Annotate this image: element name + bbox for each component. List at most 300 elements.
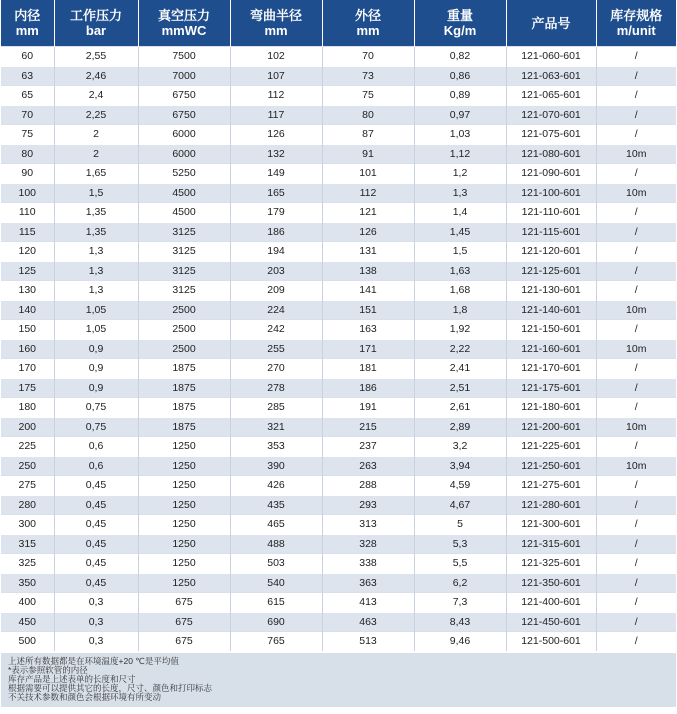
cell-product-number: 121-300-601 [506,515,596,535]
cell-working-pressure: 0,45 [54,476,138,496]
cell-stock-spec: / [596,105,676,125]
cell-stock-spec: / [596,378,676,398]
cell-vacuum-pressure: 3125 [138,281,230,301]
cell-weight: 5 [414,515,506,535]
cell-vacuum-pressure: 1875 [138,417,230,437]
table-row [1,164,676,184]
cell-vacuum-pressure: 1875 [138,398,230,418]
table-row [1,105,676,125]
cell-vacuum-pressure: 675 [138,632,230,651]
cell-bend-radius: 132 [230,144,322,164]
cell-working-pressure: 0,75 [54,417,138,437]
cell-product-number: 121-315-601 [506,534,596,554]
cell-bend-radius: 165 [230,183,322,203]
column-header-title: 产品号 [531,15,571,31]
cell-inner-diameter: 65 [1,86,54,106]
cell-vacuum-pressure: 6750 [138,105,230,125]
cell-vacuum-pressure: 4500 [138,203,230,223]
cell-working-pressure: 1,3 [54,242,138,262]
cell-bend-radius: 209 [230,281,322,301]
column-header-unit: mm [264,23,288,38]
cell-weight: 0,82 [414,47,506,67]
cell-vacuum-pressure: 2500 [138,300,230,320]
table-row [1,495,676,515]
cell-working-pressure: 0,3 [54,612,138,632]
table-row [1,144,676,164]
cell-working-pressure: 2 [54,144,138,164]
cell-inner-diameter: 175 [1,378,54,398]
cell-stock-spec: / [596,359,676,379]
table-row [1,437,676,457]
column-header-bend-radius [230,0,322,47]
footnote-line: 根据需要可以提供其它的长度，尺寸、颜色和打印标志 [8,683,213,694]
table-header-row [1,0,676,47]
table-row [1,417,676,437]
cell-stock-spec: / [596,203,676,223]
cell-weight: 5,5 [414,554,506,574]
cell-working-pressure: 0,9 [54,359,138,379]
cell-bend-radius: 186 [230,222,322,242]
footnote-line: *表示参照软管的内径 [8,664,88,675]
footnote-line: 上述所有数据都是在环境温度+20 ℃是平均值 [8,655,179,666]
cell-bend-radius: 179 [230,203,322,223]
table-row [1,261,676,281]
cell-vacuum-pressure: 4500 [138,183,230,203]
cell-working-pressure: 2 [54,125,138,145]
cell-bend-radius: 690 [230,612,322,632]
cell-inner-diameter: 275 [1,476,54,496]
table-row [1,183,676,203]
cell-working-pressure: 0,45 [54,573,138,593]
cell-outer-diameter: 112 [322,183,414,203]
column-header-title: 重量 [446,8,473,23]
cell-stock-spec: / [596,125,676,145]
table-row [1,359,676,379]
cell-outer-diameter: 75 [322,86,414,106]
cell-inner-diameter: 350 [1,573,54,593]
cell-inner-diameter: 75 [1,125,54,145]
table-row [1,632,676,651]
cell-stock-spec: / [596,612,676,632]
cell-stock-spec: / [596,593,676,613]
cell-vacuum-pressure: 2500 [138,339,230,359]
footnotes [1,653,676,707]
cell-bend-radius: 321 [230,417,322,437]
cell-bend-radius: 270 [230,359,322,379]
cell-stock-spec: / [596,47,676,67]
table-row [1,125,676,145]
cell-bend-radius: 112 [230,86,322,106]
cell-weight: 1,03 [414,125,506,145]
column-header-inner-diameter [1,0,54,47]
cell-working-pressure: 2,46 [54,66,138,86]
cell-product-number: 121-065-601 [506,86,596,106]
cell-working-pressure: 1,35 [54,222,138,242]
cell-outer-diameter: 171 [322,339,414,359]
cell-inner-diameter: 450 [1,612,54,632]
column-header-stock-spec [596,0,676,47]
cell-bend-radius: 615 [230,593,322,613]
cell-inner-diameter: 180 [1,398,54,418]
cell-inner-diameter: 90 [1,164,54,184]
cell-stock-spec: / [596,632,676,651]
cell-product-number: 121-110-601 [506,203,596,223]
cell-weight: 1,2 [414,164,506,184]
cell-product-number: 121-125-601 [506,261,596,281]
cell-outer-diameter: 87 [322,125,414,145]
cell-vacuum-pressure: 7000 [138,66,230,86]
cell-vacuum-pressure: 1250 [138,515,230,535]
cell-vacuum-pressure: 1875 [138,378,230,398]
table-row [1,456,676,476]
cell-working-pressure: 0,45 [54,554,138,574]
cell-inner-diameter: 100 [1,183,54,203]
cell-product-number: 121-170-601 [506,359,596,379]
cell-weight: 0,89 [414,86,506,106]
table-row [1,222,676,242]
cell-outer-diameter: 163 [322,320,414,340]
cell-bend-radius: 765 [230,632,322,651]
cell-product-number: 121-180-601 [506,398,596,418]
cell-weight: 3,2 [414,437,506,457]
cell-stock-spec: / [596,437,676,457]
cell-weight: 2,61 [414,398,506,418]
cell-bend-radius: 540 [230,573,322,593]
column-header-title: 弯曲半径 [249,8,302,23]
table-row [1,398,676,418]
table-row [1,534,676,554]
cell-inner-diameter: 225 [1,437,54,457]
cell-weight: 1,92 [414,320,506,340]
cell-working-pressure: 0,9 [54,339,138,359]
cell-product-number: 121-325-601 [506,554,596,574]
cell-vacuum-pressure: 1250 [138,495,230,515]
cell-working-pressure: 0,6 [54,437,138,457]
table-row [1,573,676,593]
cell-outer-diameter: 138 [322,261,414,281]
cell-inner-diameter: 280 [1,495,54,515]
cell-bend-radius: 203 [230,261,322,281]
table-row [1,320,676,340]
cell-inner-diameter: 130 [1,281,54,301]
cell-stock-spec: / [596,476,676,496]
table-row [1,242,676,262]
cell-bend-radius: 117 [230,105,322,125]
cell-outer-diameter: 91 [322,144,414,164]
cell-bend-radius: 488 [230,534,322,554]
cell-inner-diameter: 115 [1,222,54,242]
cell-bend-radius: 426 [230,476,322,496]
cell-bend-radius: 503 [230,554,322,574]
cell-weight: 1,45 [414,222,506,242]
cell-working-pressure: 2,4 [54,86,138,106]
cell-working-pressure: 0,3 [54,632,138,651]
cell-outer-diameter: 186 [322,378,414,398]
cell-vacuum-pressure: 675 [138,612,230,632]
cell-outer-diameter: 151 [322,300,414,320]
cell-working-pressure: 1,65 [54,164,138,184]
cell-weight: 0,86 [414,66,506,86]
cell-stock-spec: 10m [596,183,676,203]
cell-stock-spec: / [596,515,676,535]
cell-vacuum-pressure: 1250 [138,573,230,593]
cell-bend-radius: 126 [230,125,322,145]
cell-working-pressure: 1,3 [54,261,138,281]
cell-outer-diameter: 70 [322,47,414,67]
cell-weight: 3,94 [414,456,506,476]
table-row [1,281,676,301]
cell-weight: 2,22 [414,339,506,359]
table-row [1,339,676,359]
cell-weight: 1,3 [414,183,506,203]
cell-inner-diameter: 400 [1,593,54,613]
cell-product-number: 121-060-601 [506,47,596,67]
cell-stock-spec: / [596,164,676,184]
cell-inner-diameter: 325 [1,554,54,574]
cell-product-number: 121-120-601 [506,242,596,262]
cell-inner-diameter: 140 [1,300,54,320]
cell-inner-diameter: 110 [1,203,54,223]
column-header-vacuum-pressure [138,0,230,47]
cell-outer-diameter: 126 [322,222,414,242]
cell-stock-spec: / [596,534,676,554]
table-row [1,612,676,632]
cell-outer-diameter: 121 [322,203,414,223]
cell-weight: 1,12 [414,144,506,164]
cell-vacuum-pressure: 1250 [138,534,230,554]
table-row [1,476,676,496]
cell-stock-spec: / [596,222,676,242]
cell-bend-radius: 278 [230,378,322,398]
column-header-working-pressure [54,0,138,47]
cell-inner-diameter: 315 [1,534,54,554]
cell-inner-diameter: 60 [1,47,54,67]
cell-working-pressure: 0,45 [54,515,138,535]
cell-weight: 8,43 [414,612,506,632]
cell-inner-diameter: 200 [1,417,54,437]
cell-stock-spec: / [596,320,676,340]
cell-inner-diameter: 150 [1,320,54,340]
cell-outer-diameter: 513 [322,632,414,651]
cell-inner-diameter: 63 [1,66,54,86]
cell-vacuum-pressure: 5250 [138,164,230,184]
cell-weight: 4,59 [414,476,506,496]
cell-inner-diameter: 70 [1,105,54,125]
cell-outer-diameter: 413 [322,593,414,613]
cell-stock-spec: 10m [596,339,676,359]
column-header-unit: m/unit [616,23,656,38]
column-header-outer-diameter [322,0,414,47]
cell-outer-diameter: 181 [322,359,414,379]
cell-weight: 1,5 [414,242,506,262]
cell-bend-radius: 149 [230,164,322,184]
cell-working-pressure: 1,35 [54,203,138,223]
cell-bend-radius: 465 [230,515,322,535]
table-row [1,378,676,398]
cell-inner-diameter: 125 [1,261,54,281]
cell-working-pressure: 0,45 [54,495,138,515]
cell-bend-radius: 242 [230,320,322,340]
cell-inner-diameter: 500 [1,632,54,651]
cell-vacuum-pressure: 675 [138,593,230,613]
cell-bend-radius: 285 [230,398,322,418]
column-header-title: 真空压力 [157,8,210,23]
cell-vacuum-pressure: 2500 [138,320,230,340]
cell-outer-diameter: 313 [322,515,414,535]
cell-weight: 1,8 [414,300,506,320]
table-row [1,554,676,574]
table-row [1,86,676,106]
cell-product-number: 121-090-601 [506,164,596,184]
cell-vacuum-pressure: 6750 [138,86,230,106]
cell-vacuum-pressure: 6000 [138,144,230,164]
cell-working-pressure: 0,9 [54,378,138,398]
column-header-unit: Kg/m [443,23,477,38]
cell-product-number: 121-160-601 [506,339,596,359]
cell-outer-diameter: 131 [322,242,414,262]
cell-weight: 1,4 [414,203,506,223]
table-row [1,300,676,320]
cell-working-pressure: 0,3 [54,593,138,613]
cell-stock-spec: / [596,86,676,106]
cell-stock-spec: / [596,495,676,515]
cell-product-number: 121-175-601 [506,378,596,398]
cell-weight: 9,46 [414,632,506,651]
cell-vacuum-pressure: 3125 [138,261,230,281]
cell-outer-diameter: 191 [322,398,414,418]
table-row [1,203,676,223]
cell-working-pressure: 1,05 [54,320,138,340]
cell-weight: 1,63 [414,261,506,281]
cell-outer-diameter: 293 [322,495,414,515]
cell-outer-diameter: 237 [322,437,414,457]
cell-weight: 2,51 [414,378,506,398]
cell-product-number: 121-150-601 [506,320,596,340]
column-header-title: 工作压力 [69,8,122,23]
cell-outer-diameter: 73 [322,66,414,86]
cell-inner-diameter: 120 [1,242,54,262]
cell-vacuum-pressure: 7500 [138,47,230,67]
cell-product-number: 121-500-601 [506,632,596,651]
column-header-title: 库存规格 [610,8,663,23]
cell-vacuum-pressure: 1250 [138,456,230,476]
cell-vacuum-pressure: 3125 [138,222,230,242]
cell-product-number: 121-070-601 [506,105,596,125]
cell-stock-spec: 10m [596,417,676,437]
cell-outer-diameter: 338 [322,554,414,574]
cell-weight: 4,67 [414,495,506,515]
cell-weight: 6,2 [414,573,506,593]
cell-weight: 0,97 [414,105,506,125]
cell-stock-spec: 10m [596,456,676,476]
cell-product-number: 121-115-601 [506,222,596,242]
table-row [1,515,676,535]
cell-product-number: 121-225-601 [506,437,596,457]
column-header-unit: bar [85,23,107,38]
column-header-title: 内径 [14,8,41,23]
cell-vacuum-pressure: 1250 [138,476,230,496]
cell-stock-spec: 10m [596,300,676,320]
cell-bend-radius: 435 [230,495,322,515]
cell-inner-diameter: 250 [1,456,54,476]
cell-bend-radius: 194 [230,242,322,262]
cell-vacuum-pressure: 1250 [138,554,230,574]
cell-weight: 2,41 [414,359,506,379]
cell-inner-diameter: 170 [1,359,54,379]
cell-weight: 7,3 [414,593,506,613]
cell-stock-spec: / [596,554,676,574]
cell-product-number: 121-140-601 [506,300,596,320]
cell-product-number: 121-400-601 [506,593,596,613]
cell-outer-diameter: 263 [322,456,414,476]
cell-working-pressure: 2,25 [54,105,138,125]
cell-outer-diameter: 141 [322,281,414,301]
cell-working-pressure: 0,75 [54,398,138,418]
cell-bend-radius: 255 [230,339,322,359]
cell-bend-radius: 353 [230,437,322,457]
cell-stock-spec: / [596,261,676,281]
cell-stock-spec: / [596,281,676,301]
cell-stock-spec: / [596,66,676,86]
cell-inner-diameter: 300 [1,515,54,535]
cell-weight: 2,89 [414,417,506,437]
cell-product-number: 121-075-601 [506,125,596,145]
cell-vacuum-pressure: 1250 [138,437,230,457]
cell-stock-spec: / [596,242,676,262]
table-row [1,66,676,86]
cell-working-pressure: 1,05 [54,300,138,320]
cell-product-number: 121-250-601 [506,456,596,476]
table-row [1,593,676,613]
cell-product-number: 121-280-601 [506,495,596,515]
column-header-unit: mm [15,23,39,38]
cell-vacuum-pressure: 3125 [138,242,230,262]
cell-working-pressure: 0,6 [54,456,138,476]
column-header-unit: mmWC [161,23,207,38]
cell-outer-diameter: 215 [322,417,414,437]
cell-vacuum-pressure: 6000 [138,125,230,145]
cell-working-pressure: 2,55 [54,47,138,67]
cell-product-number: 121-450-601 [506,612,596,632]
cell-product-number: 121-275-601 [506,476,596,496]
cell-product-number: 121-200-601 [506,417,596,437]
cell-working-pressure: 1,3 [54,281,138,301]
footnote-line: 不关技术参数和颜色会根据环境有所变动 [8,692,162,703]
cell-product-number: 121-080-601 [506,144,596,164]
cell-weight: 1,68 [414,281,506,301]
cell-outer-diameter: 463 [322,612,414,632]
cell-inner-diameter: 160 [1,339,54,359]
hose-spec-table [1,0,676,651]
cell-product-number: 121-100-601 [506,183,596,203]
cell-outer-diameter: 80 [322,105,414,125]
cell-product-number: 121-130-601 [506,281,596,301]
column-header-unit: mm [356,23,380,38]
cell-outer-diameter: 288 [322,476,414,496]
cell-weight: 5,3 [414,534,506,554]
cell-working-pressure: 0,45 [54,534,138,554]
cell-stock-spec: 10m [596,144,676,164]
table-row [1,47,676,67]
cell-product-number: 121-063-601 [506,66,596,86]
cell-stock-spec: / [596,398,676,418]
spec-sheet [1,0,676,707]
cell-bend-radius: 107 [230,66,322,86]
column-header-title: 外径 [354,8,381,23]
cell-outer-diameter: 363 [322,573,414,593]
column-header-product-number [506,0,596,47]
cell-bend-radius: 390 [230,456,322,476]
